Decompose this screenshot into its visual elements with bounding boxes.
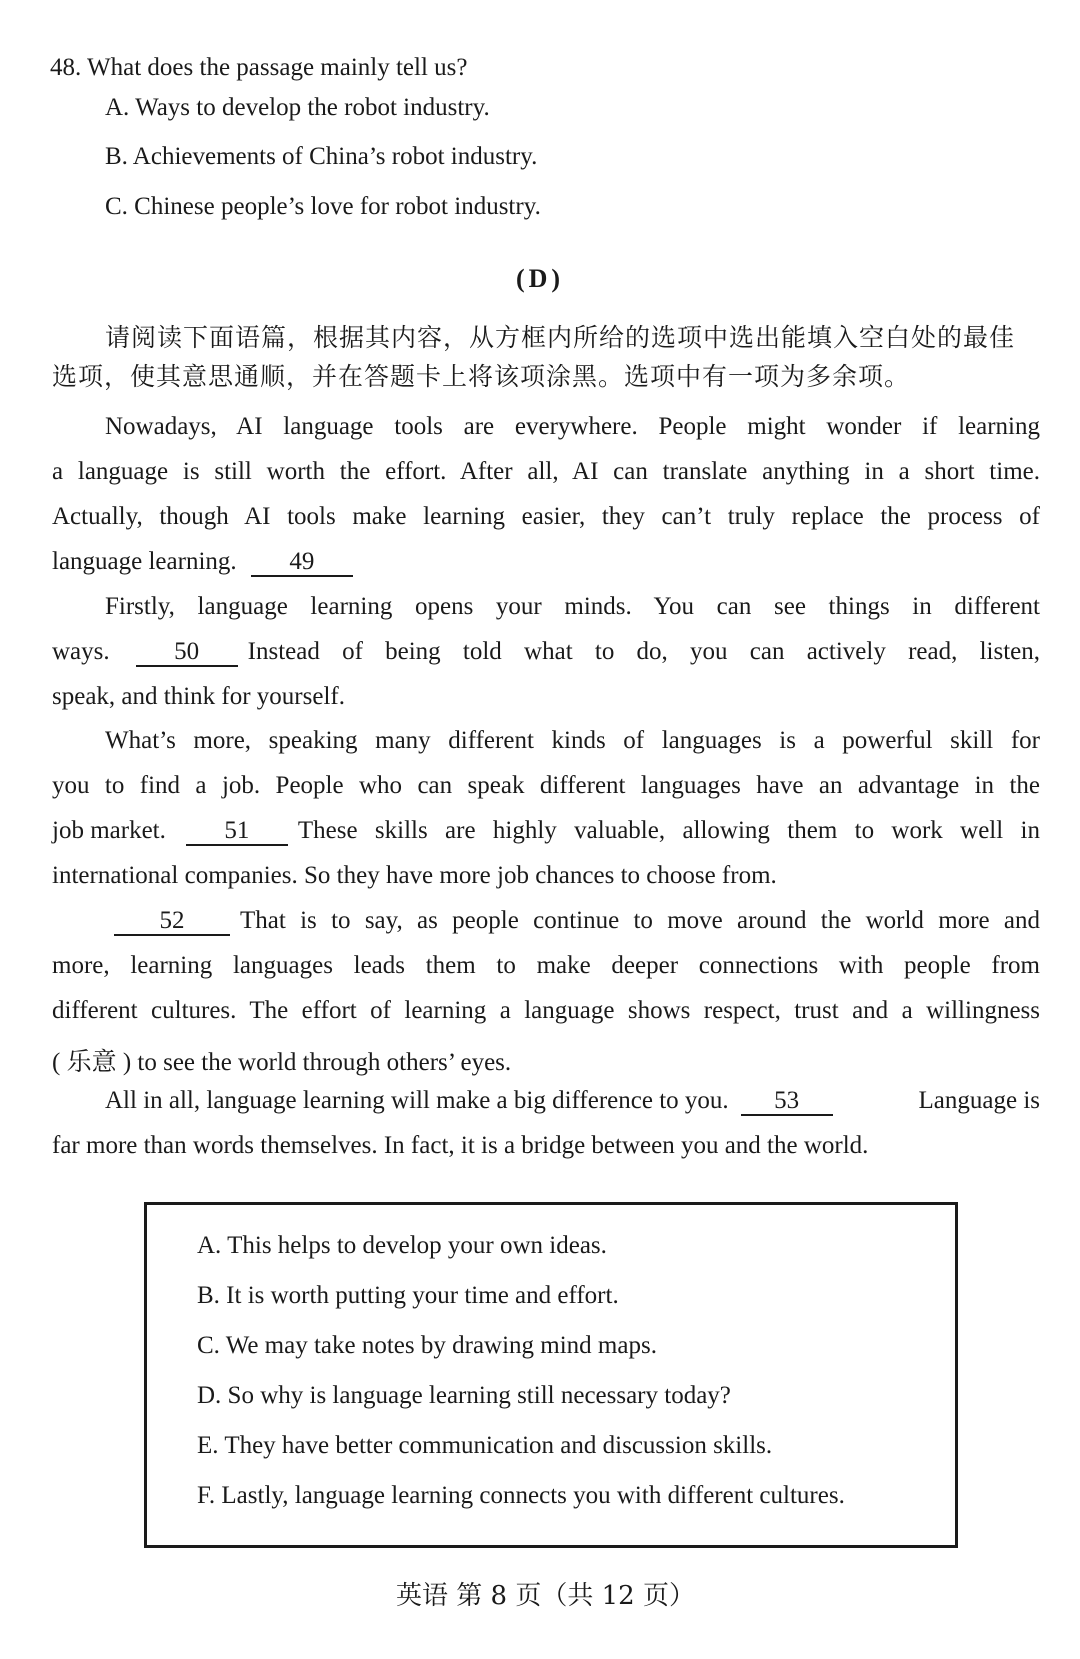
passage-p2-line-3: speak, and think for yourself. bbox=[52, 683, 345, 710]
choice-c: C. We may take notes by drawing mind maps. bbox=[197, 1332, 657, 1359]
passage-p3-line-3 bbox=[52, 817, 1040, 846]
blank-50: 50 bbox=[136, 639, 238, 667]
passage-p4-line-4: ( 乐意 ) to see the world through others’ eyes. bbox=[52, 1049, 512, 1076]
passage-p4-line-3: different cultures. The effort of learning a language shows respect, trust and a willingness bbox=[52, 997, 1040, 1024]
passage-p4-line-2: more, learning languages leads them to make deeper connections with people from bbox=[52, 952, 1040, 979]
passage-p1-line-2: a language is still worth the effort. After all, AI can translate anything in a short time. bbox=[52, 458, 1040, 485]
passage-p5-line-1-text-b: Language is bbox=[918, 1087, 1040, 1114]
choice-d: D. So why is language learning still necessary today? bbox=[197, 1382, 731, 1409]
question-48-option-c: C. Chinese people’s love for robot industry. bbox=[105, 193, 541, 220]
passage-p1-line-4-text: language learning. bbox=[52, 548, 237, 575]
passage-p2-line-2 bbox=[52, 638, 1040, 667]
passage-p2-line-1: Firstly, language learning opens your minds. You can see things in different bbox=[105, 593, 1040, 620]
blank-53: 53 bbox=[741, 1088, 833, 1116]
passage-p4-line-1-text: That is to say, as people continue to move around the world more and bbox=[240, 907, 1040, 934]
passage-p1-line-1: Nowadays, AI language tools are everywhere. People might wonder if learning bbox=[105, 413, 1040, 440]
passage-p3-line-2: you to find a job. People who can speak different languages have an advantage in the bbox=[52, 772, 1040, 799]
blank-51: 51 bbox=[186, 818, 288, 846]
passage-p2-line-2-text-a: ways. bbox=[52, 638, 110, 665]
instructions-line-1: 请阅读下面语篇，根据其内容，从方框内所给的选项中选出能填入空白处的最佳 bbox=[105, 323, 1016, 352]
choice-f: F. Lastly, language learning connects you with different cultures. bbox=[197, 1482, 845, 1509]
blank-49: 49 bbox=[251, 549, 353, 577]
question-48-option-b: B. Achievements of China’s robot industry. bbox=[105, 143, 538, 170]
passage-p5-line-1-text-a: All in all, language learning will make a big difference to you. bbox=[105, 1087, 729, 1114]
page-footer: 英语 第 8 页（共 12 页） bbox=[396, 1581, 695, 1611]
passage-p3-line-1: What’s more, speaking many different kinds of languages is a powerful skill for bbox=[105, 727, 1040, 754]
passage-p2-line-2-text-b: Instead of being told what to do, you can actively read, listen, bbox=[247, 638, 1040, 665]
passage-p3-line-3-text-b: These skills are highly valuable, allowing them to work well in bbox=[297, 817, 1040, 844]
blank-52: 52 bbox=[114, 908, 230, 936]
passage-p3-line-3-text-a: job market. bbox=[52, 817, 166, 844]
passage-p1-line-3: Actually, though AI tools make learning easier, they can’t truly replace the process of bbox=[52, 503, 1040, 530]
question-48-stem: 48. What does the passage mainly tell us? bbox=[50, 54, 468, 81]
passage-p1-line-4 bbox=[52, 548, 353, 577]
passage-p4-line-1 bbox=[114, 907, 1040, 936]
choice-b: B. It is worth putting your time and effort. bbox=[197, 1282, 619, 1309]
question-48-option-a: A. Ways to develop the robot industry. bbox=[105, 94, 490, 121]
passage-p5-line-2: far more than words themselves. In fact, it is a bridge between you and the world. bbox=[52, 1132, 869, 1159]
section-title: (D) bbox=[516, 264, 565, 293]
passage-p3-line-4: international companies. So they have more job chances to choose from. bbox=[52, 862, 777, 889]
choice-a: A. This helps to develop your own ideas. bbox=[197, 1232, 607, 1259]
passage-p5-line-1 bbox=[105, 1087, 1040, 1116]
choice-e: E. They have better communication and discussion skills. bbox=[197, 1432, 773, 1459]
instructions-line-2: 选项，使其意思通顺，并在答题卡上将该项涂黑。选项中有一项为多余项。 bbox=[52, 362, 911, 391]
